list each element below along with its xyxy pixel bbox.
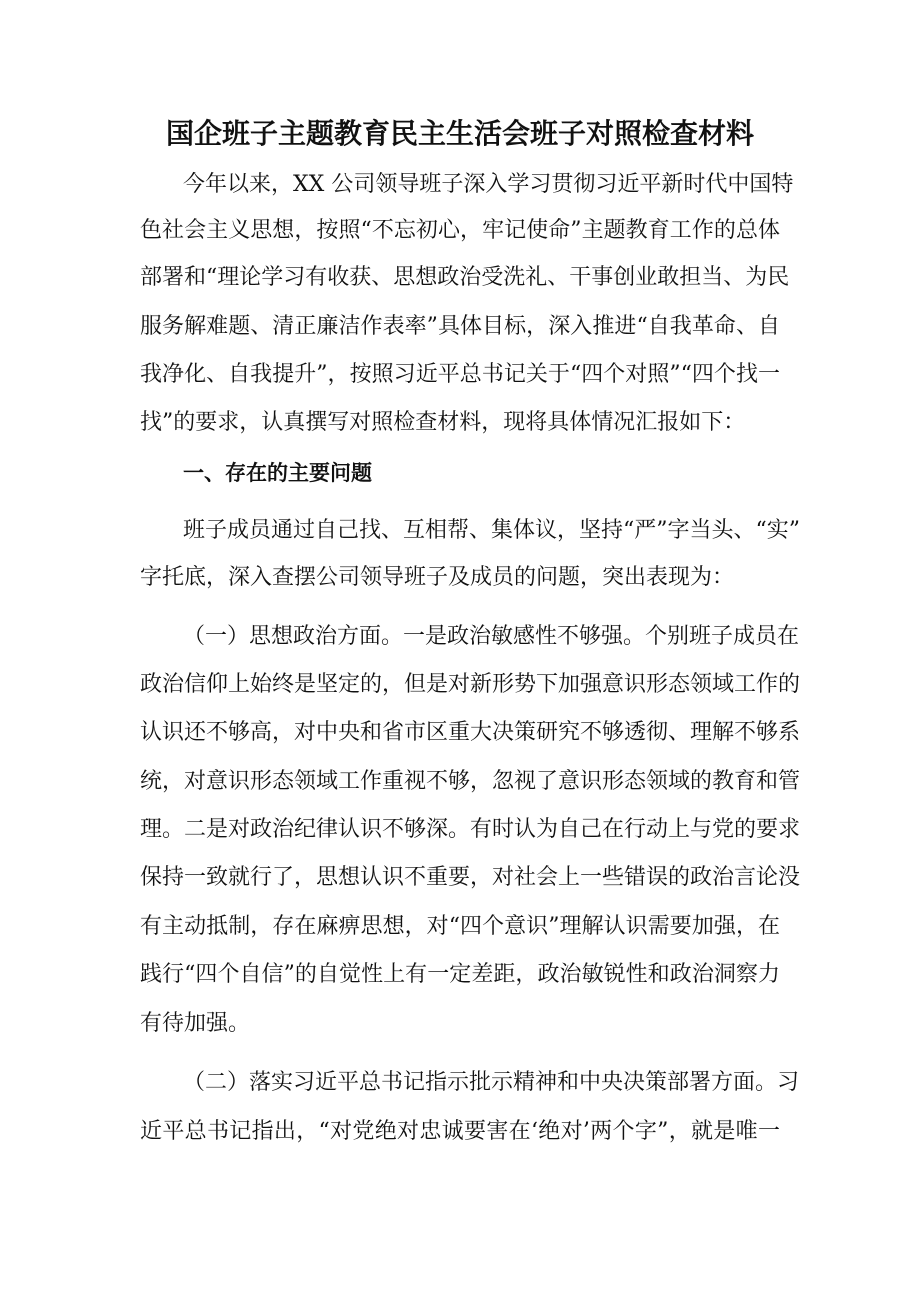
item1-line-3: 认识还不够高，对中央和省市区重大决策研究不够透彻、理解不够系	[140, 720, 801, 745]
item1-line-5: 理。二是对政治纪律认识不够深。有时认为自己在行动上与党的要求	[140, 817, 801, 842]
item2-line-1: （二）落实习近平总书记指示批示精神和中央决策部署方面。习	[183, 1070, 800, 1095]
intro-line-3: 部署和“理论学习有收获、思想政治受洗礼、干事创业敢担当、为民	[140, 265, 790, 290]
intro-line-1: 今年以来，XX 公司领导班子深入学习贯彻习近平新时代中国特	[183, 172, 794, 197]
intro-line-2: 色社会主义思想，按照“不忘初心，牢记使命”主题教育工作的总体	[140, 218, 780, 243]
item2-line-2: 近平总书记指出，“对党绝对忠诚要害在‘绝对’两个字”，就是唯一	[140, 1119, 780, 1144]
item1-line-1: （一）思想政治方面。一是政治敏感性不够强。个别班子成员在	[183, 624, 800, 649]
document-title: 国企班子主题教育民主生活会班子对照检查材料	[165, 117, 754, 150]
intro-line-6: 找”的要求，认真撰写对照检查材料，现将具体情况汇报如下：	[140, 410, 746, 435]
intro-line-5: 我净化、自我提升”，按照习近平总书记关于“四个对照”“四个找一	[140, 362, 780, 387]
item1-line-6: 保持一致就行了，思想认识不重要，对社会上一些错误的政治言论没	[140, 865, 801, 890]
item1-line-7: 有主动抵制，存在麻痹思想，对“四个意识”理解认识需要加强，在	[140, 914, 780, 939]
section-intro-line-1: 班子成员通过自己找、互相帮、集体议，坚持“严”字当头、“实”	[183, 518, 800, 543]
section-heading: 一、存在的主要问题	[183, 460, 372, 485]
item1-line-4: 统，对意识形态领域工作重视不够，忽视了意识形态领域的教育和管	[140, 769, 801, 794]
item1-line-2: 政治信仰上始终是坚定的，但是对新形势下加强意识形态领域工作的	[140, 672, 801, 697]
intro-line-4: 服务解难题、清正廉洁作表率”具体目标，深入推进“自我革命、自	[140, 314, 780, 339]
item1-line-9: 有待加强。	[140, 1011, 251, 1036]
section-intro-line-2: 字托底，深入查摆公司领导班子及成员的问题，突出表现为：	[140, 565, 735, 590]
item1-line-8: 践行“四个自信”的自觉性上有一定差距，政治敏锐性和政治洞察力	[140, 962, 780, 987]
